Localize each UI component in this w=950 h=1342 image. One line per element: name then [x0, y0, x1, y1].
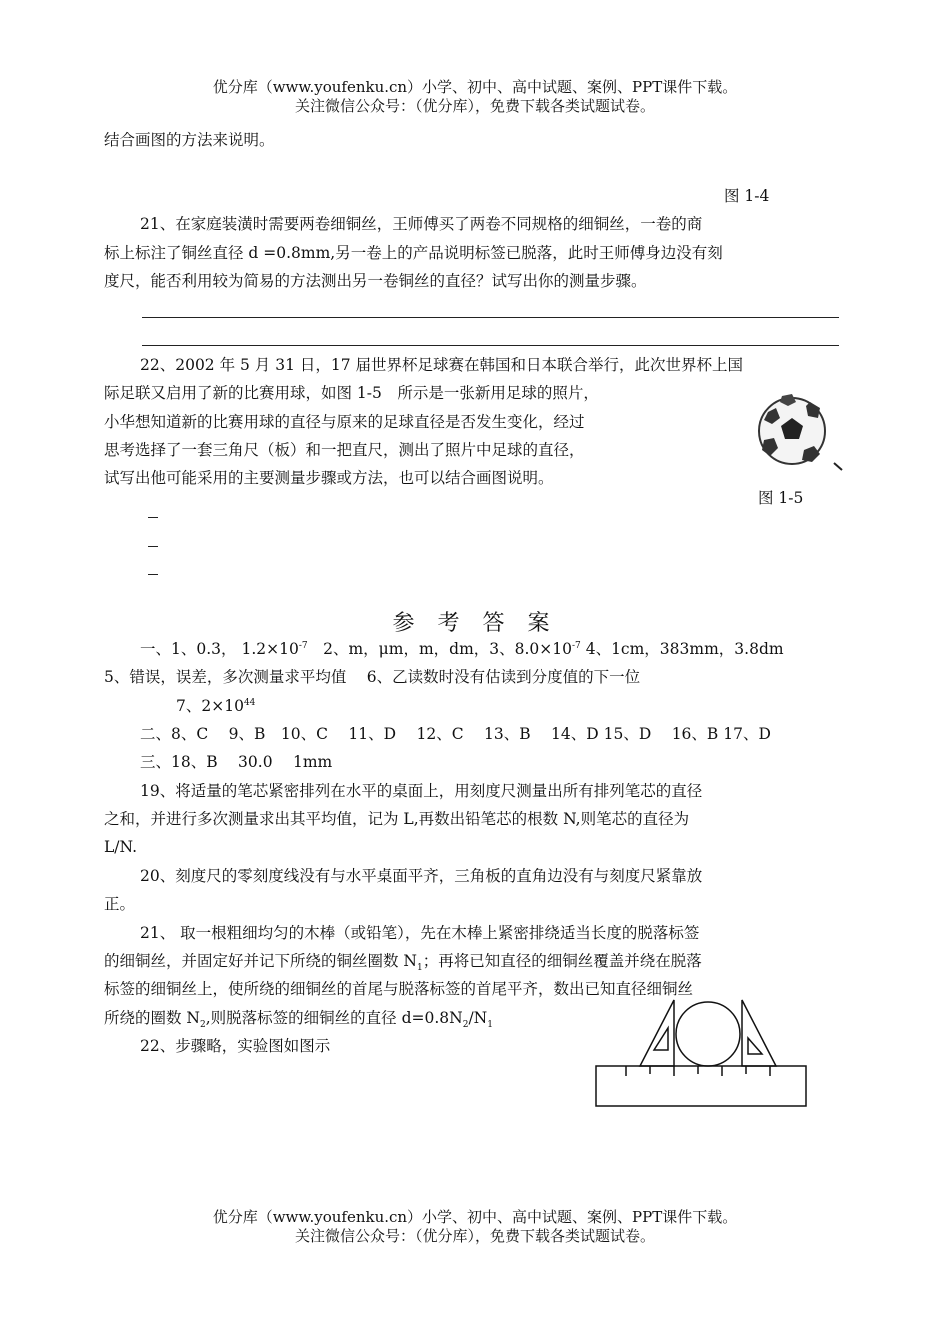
answer-21-line-1: 21、 取一根粗细均匀的木棒（或铅笔），先在木棒上紧密排绕适当长度的脱落标签: [140, 924, 700, 942]
q22-line-5: 试写出他可能采用的主要测量步骤或方法，也可以结合画图说明。: [104, 469, 554, 487]
figure-1-4-caption: 图 1-4: [724, 187, 770, 205]
answer-line-1: 一、1、0.3， $1.2\times 10^{-7}$ 2、m，μm，m，dm，3、$8.0\times 10^{-7}$ 4、1cm，383mm，3.8dm: [140, 640, 784, 658]
answer-20-line-2: 正。: [104, 895, 136, 913]
q20-tail: 结合画图的方法来说明。: [104, 131, 275, 149]
figure-1-5-caption: 图 1-5: [758, 489, 804, 507]
right-triangle: [742, 1000, 776, 1066]
q22-line-4: 思考选择了一套三角尺（板）和一把直尺，测出了照片中足球的直径，: [104, 441, 585, 459]
answer-line-2: [142, 345, 839, 346]
answer-line-3: 7、$2\times 10^{44}$: [176, 697, 256, 715]
blank-line-1: [148, 517, 158, 518]
answer-21-line-4: 所绕的圈数 $N_2$,则脱落标签的细铜丝的直径 $d=0.8N_2/N_1$: [104, 1009, 493, 1031]
footer-line-1: 优分库（www.youfenku.cn）小学、初中、高中试题、案例、PPT课件下载。: [212, 1208, 738, 1226]
soccer-ball-image: [752, 388, 844, 478]
answer-line-4: 二、8、C 9、B 10、C 11、D 12、C 13、B 14、D 15、D 16、B 17、D: [140, 725, 771, 743]
answer-line-1: [142, 317, 839, 318]
ball-circle: [676, 1002, 740, 1066]
blank-line-3: [148, 574, 158, 575]
header-line-1: 优分库（www.youfenku.cn）小学、初中、高中试题、案例、PPT课件下载。: [212, 78, 738, 96]
answer-20-line-1: 20、刻度尺的零刻度线没有与水平桌面平齐，三角板的直角边没有与刻度尺紧靠放: [140, 867, 703, 885]
header-line-2: 关注微信公众号：（优分库），免费下载各类试题试卷。: [294, 97, 655, 115]
left-triangle: [640, 1000, 674, 1066]
ruler-body: [596, 1066, 806, 1106]
answer-22: 22、步骤略，实验图如图示: [140, 1037, 331, 1055]
q21-line-3: 度尺，能否利用较为简易的方法测出另一卷铜丝的直径？试写出你的测量步骤。: [104, 272, 647, 290]
answer-21-line-2: 的细铜丝，并固定好并记下所绕的铜丝圈数 $N_1$；再将已知直径的细铜丝覆盖并绕在脱落: [104, 952, 702, 974]
answer-line-5: 三、18、B 30.0 1mm: [140, 753, 333, 771]
q22-line-3: 小华想知道新的比赛用球的直径与原来的足球直径是否发生变化，经过: [104, 413, 585, 431]
answers-title: 参 考 答 案: [392, 611, 558, 636]
footer-line-2: 关注微信公众号：（优分库），免费下载各类试题试卷。: [294, 1227, 655, 1245]
measurement-diagram: [590, 978, 812, 1112]
q21-line-1: 21、在家庭装潢时需要两卷细铜丝，王师傅买了两卷不同规格的细铜丝，一卷的商: [140, 215, 703, 233]
answer-21-line-3: 标签的细铜丝上，使所绕的细铜丝的首尾与脱落标签的首尾平齐，数出已知直径细铜丝: [104, 980, 694, 998]
answer-19-line-2: 之和，并进行多次测量求出其平均值，记为 L,再数出铅笔芯的根数 N,则笔芯的直径为: [104, 810, 690, 828]
q22-line-2: 际足联又启用了新的比赛用球，如图 1-5 所示是一张新用足球的照片，: [104, 384, 599, 402]
answer-19-line-1: 19、将适量的笔芯紧密排列在水平的桌面上，用刻度尺测量出所有排列笔芯的直径: [140, 782, 703, 800]
answer-19-line-3: L/N.: [104, 838, 138, 856]
q22-line-1: 22、2002 年 5 月 31 日，17 届世界杯足球赛在韩国和日本联合举行，此次世界杯上国: [140, 356, 744, 374]
answer-line-2: 5、错误，误差，多次测量求平均值 6、乙读数时没有估读到分度值的下一位: [104, 668, 641, 686]
q21-line-2: 标上标注了铜丝直径 d =0.8mm,另一卷上的产品说明标签已脱落，此时王师傅身边没有刻: [104, 244, 723, 262]
blank-line-2: [148, 546, 158, 547]
